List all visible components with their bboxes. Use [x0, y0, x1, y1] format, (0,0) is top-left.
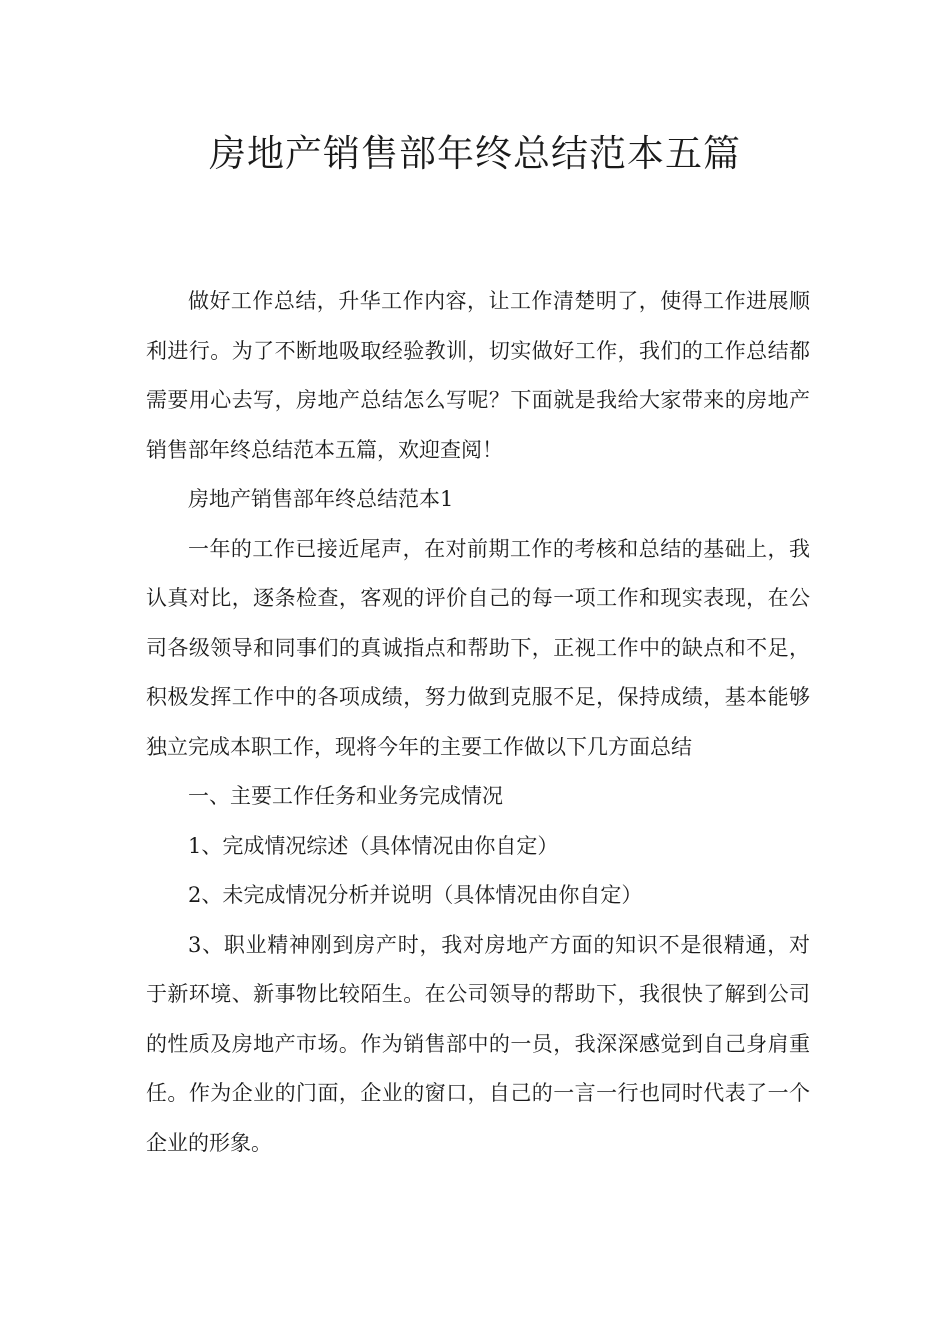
paragraph-summary: 一年的工作已接近尾声，在对前期工作的考核和总结的基础上，我认真对比，逐条检查，客观的评价自己的每一项工作和现实表现，在公司各级领导和同事们的真诚指点和帮助下，正视工作中的缺点和不足，积极发挥工作中的各项成绩，努力做到克服不足，保持成绩，基本能够独立完成本职工作，现将今年的主要工作做以下几方面总结 — [146, 536, 810, 759]
paragraph-item-2: 2、未完成情况分析并说明（具体情况由你自定） — [188, 883, 643, 907]
document-title: 房地产销售部年终总结范本五篇 — [209, 132, 741, 175]
paragraph-section-heading: 房地产销售部年终总结范本1 — [188, 487, 454, 511]
paragraph-heading-main-tasks: 一、主要工作任务和业务完成情况 — [188, 784, 503, 808]
document-body — [146, 277, 810, 1168]
paragraph-item-3: 3、职业精神刚到房产时，我对房地产方面的知识不是很精通，对于新环境、新事物比较陌生。在公司领导的帮助下，我很快了解到公司的性质及房地产市场。作为销售部中的一员，我深深感觉到自己身肩重任。作为企业的门面，企业的窗口，自己的一言一行也同时代表了一个企业的形象。 — [146, 932, 810, 1155]
paragraph-item-1: 1、完成情况综述（具体情况由你自定） — [188, 833, 559, 858]
paragraph-intro: 做好工作总结，升华工作内容，让工作清楚明了，使得工作进展顺利进行。为了不断地吸取经验教训，切实做好工作，我们的工作总结都需要用心去写，房地产总结怎么写呢？下面就是我给大家带来的房地产销售部年终总结范本五篇，欢迎查阅！ — [146, 289, 810, 462]
